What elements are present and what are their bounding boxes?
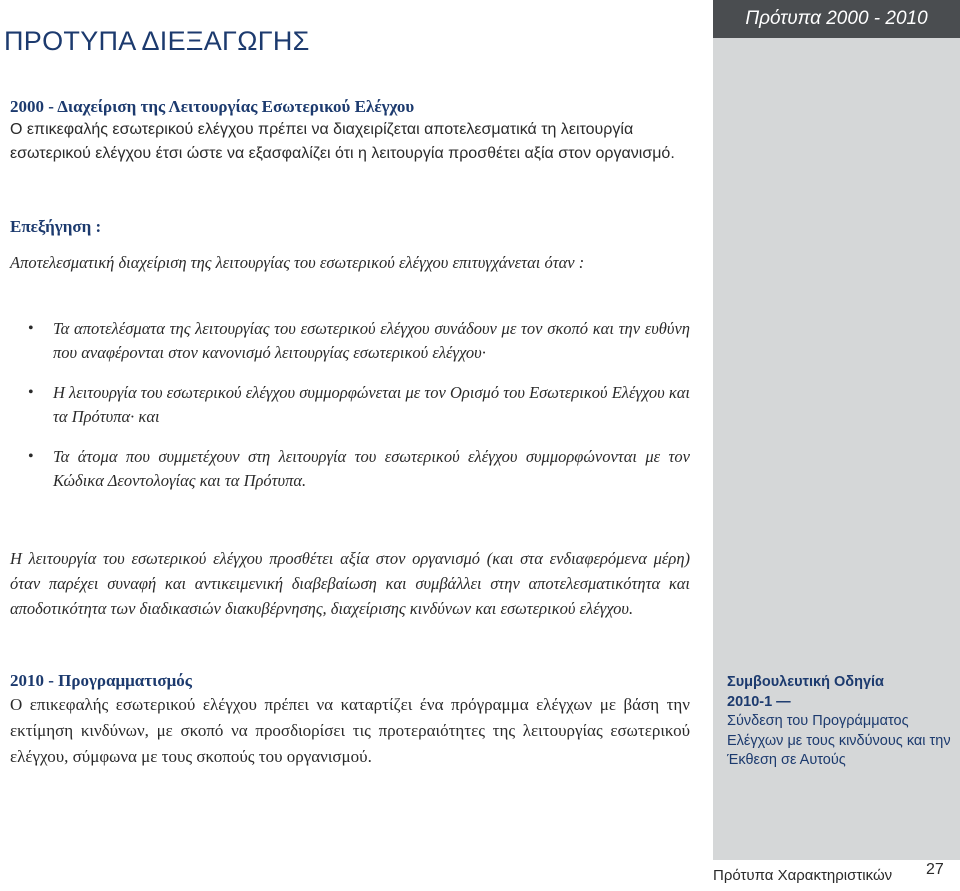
bullet-text: Τα αποτελέσματα της λειτουργίας του εσωτερικού ελέγχου συνάδουν με τον σκοπό και την ευθύνη που αναφέρονται στον κανονισμό λειτουργίας εσωτερικού ελέγχου· (53, 319, 690, 362)
bullet-icon: • (28, 448, 34, 465)
page-title: ΠΡΟΤΥΠΑ ΔΙΕΞΑΓΩΓΗΣ (4, 26, 310, 56)
standard-2010-heading: 2010 - Προγραμματισμός (10, 671, 192, 690)
page-number: 27 (926, 861, 944, 878)
advisory-title: Συμβουλευτική Οδηγία (727, 674, 884, 690)
bullet-text: Η λειτουργία του εσωτερικού ελέγχου συμμορφώνεται με τον Ορισμό του Εσωτερικού Ελέγχου και τα Πρότυπα· και (53, 383, 690, 426)
bullet-text: Τα άτομα που συμμετέχουν στη λειτουργία του εσωτερικού ελέγχου συμμορφώνονται με τον Κώδικα Δεοντολογίας και τα Πρότυπα. (53, 447, 690, 490)
advisory-description: Σύνδεση του Προγράμματος Ελέγχων με τους κινδύνους και την Έκθεση σε Αυτούς (727, 713, 951, 768)
advisory-number: 2010-1 — (727, 693, 791, 710)
standard-2000-section (10, 96, 690, 166)
sidebar-title: Πρότυπα 2000 - 2010 (713, 0, 960, 38)
bullet-icon: • (28, 384, 34, 401)
explanation-heading: Επεξήγηση : (10, 217, 102, 236)
list-item (10, 445, 690, 493)
explanation-intro: Αποτελεσματική διαχείριση της λειτουργίας του εσωτερικού ελέγχου επιτυγχάνεται όταν : (10, 253, 585, 272)
list-item (10, 381, 690, 429)
standard-2000-heading: 2000 - Διαχείριση της Λειτουργίας Εσωτερικού Ελέγχου (10, 97, 415, 116)
sidebar-advisory-note (727, 673, 952, 771)
list-item (10, 317, 690, 365)
explanation-closing: Η λειτουργία του εσωτερικού ελέγχου προσθέτει αξία στον οργανισμό (και στα ενδιαφερόμενα μέρη) όταν παρέχει συναφή και αντικειμενική διαβεβαίωση και συμβάλλει στην αποτελεσματικότητα και αποδοτικότητα των διαδικασιών διακυβέρνησης, διαχείρισης κινδύνων και εσωτερικού ελέγχου. (10, 549, 690, 618)
footer-label: Πρότυπα Χαρακτηριστικών (713, 867, 893, 884)
standard-2000-text: Ο επικεφαλής εσωτερικού ελέγχου πρέπει να διαχειρίζεται αποτελεσματικά τη λειτουργία εσωτερικού ελέγχου έτσι ώστε να εξασφαλίζει ότι η λειτουργία προσθέτει αξία στον οργανισμό. (10, 121, 675, 162)
explanation-bullet-list (10, 317, 690, 493)
standard-2010-section (10, 670, 690, 770)
bullet-icon: • (28, 320, 34, 337)
standard-2010-text: Ο επικεφαλής εσωτερικού ελέγχου πρέπει να καταρτίζει ένα πρόγραμμα ελέγχων με βάση την εκτίμηση κινδύνων, με σκοπό να προσδιορίσει τις προτεραιότητες της λειτουργίας εσωτερικού ελέγχου, σύμφωνα με τους σκοπούς του οργανισμού. (10, 695, 690, 766)
